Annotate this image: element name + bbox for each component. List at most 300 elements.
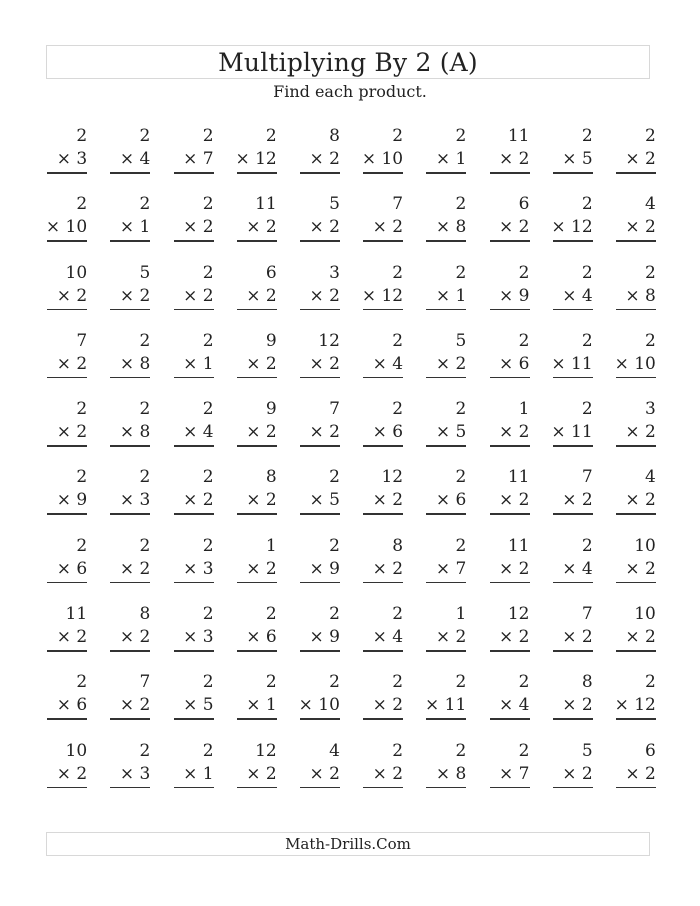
multiplier: × 2 xyxy=(56,763,88,784)
problem xyxy=(172,604,235,672)
multiplier: × 2 xyxy=(499,149,530,169)
answer-line xyxy=(616,513,656,515)
answer-line xyxy=(47,445,87,447)
answer-line xyxy=(237,309,277,311)
answer-line xyxy=(363,172,403,174)
multiplicand: 2 xyxy=(139,330,151,351)
multiplier: × 1 xyxy=(183,763,214,784)
multiplier: × 3 xyxy=(119,490,151,511)
multiplicand: 2 xyxy=(329,535,340,556)
multiplicand: 9 xyxy=(265,399,277,420)
multiplier: × 8 xyxy=(625,285,656,306)
multiplier: × 2 xyxy=(56,627,88,648)
problem xyxy=(236,741,299,809)
answer-line xyxy=(616,582,656,584)
problem xyxy=(236,536,299,604)
answer-line xyxy=(300,513,340,515)
multiplicand: 2 xyxy=(455,740,467,761)
answer-line xyxy=(174,650,214,652)
answer-line xyxy=(426,718,466,720)
answer-line xyxy=(363,445,403,447)
multiplier: × 2 xyxy=(625,217,656,238)
multiplier: × 2 xyxy=(372,490,404,511)
multiplicand: 2 xyxy=(581,535,593,556)
problem xyxy=(109,672,172,740)
multiplicand: 2 xyxy=(202,604,214,625)
multiplicand: 2 xyxy=(139,399,151,420)
problem xyxy=(109,741,172,809)
multiplicand: 2 xyxy=(392,126,404,146)
multiplicand: 3 xyxy=(329,262,340,283)
multiplicand: 1 xyxy=(518,399,530,420)
answer-line xyxy=(110,582,150,584)
problem xyxy=(552,331,615,399)
answer-line xyxy=(237,582,277,584)
problem xyxy=(425,194,488,262)
multiplicand: 1 xyxy=(265,535,277,556)
multiplicand: 7 xyxy=(392,194,404,215)
answer-line xyxy=(426,377,466,379)
multiplicand: 2 xyxy=(76,467,88,488)
multiplicand: 2 xyxy=(265,126,277,146)
multiplicand: 2 xyxy=(202,399,214,420)
problem xyxy=(299,672,362,740)
multiplier: × 2 xyxy=(562,627,593,648)
multiplicand: 11 xyxy=(507,535,530,556)
multiplier: × 8 xyxy=(119,422,151,443)
multiplier: × 2 xyxy=(625,627,656,648)
multiplicand: 2 xyxy=(645,262,656,283)
multiplier: × 2 xyxy=(625,422,656,443)
multiplicand: 6 xyxy=(265,262,277,283)
problem xyxy=(236,467,299,535)
multiplicand: 2 xyxy=(139,194,151,215)
problem xyxy=(172,194,235,262)
multiplicand: 2 xyxy=(581,194,593,215)
problem xyxy=(488,331,551,399)
multiplier: × 2 xyxy=(183,285,214,306)
problem xyxy=(488,194,551,262)
answer-line xyxy=(490,445,530,447)
multiplicand: 2 xyxy=(518,262,530,283)
problem xyxy=(109,194,172,262)
multiplier: × 2 xyxy=(499,422,530,443)
multiplier: × 2 xyxy=(372,763,404,784)
problem xyxy=(109,604,172,672)
answer-line xyxy=(490,650,530,652)
answer-line xyxy=(174,172,214,174)
answer-line xyxy=(110,513,150,515)
instructions: Find each product. xyxy=(273,82,427,101)
multiplicand: 2 xyxy=(392,672,404,693)
multiplier: × 4 xyxy=(372,627,404,648)
multiplicand: 5 xyxy=(329,194,340,215)
footer-box xyxy=(46,832,650,856)
multiplicand: 2 xyxy=(202,740,214,761)
multiplier: × 8 xyxy=(119,353,151,374)
multiplier: × 2 xyxy=(183,217,214,238)
multiplicand: 2 xyxy=(392,399,404,420)
answer-line xyxy=(616,172,656,174)
multiplicand: 10 xyxy=(65,262,88,283)
answer-line xyxy=(47,650,87,652)
problem xyxy=(109,263,172,331)
problem xyxy=(552,467,615,535)
problem xyxy=(425,672,488,740)
page-title: Multiplying By 2 (A) xyxy=(218,47,478,77)
answer-line xyxy=(426,240,466,242)
problem xyxy=(552,126,615,194)
multiplier: × 9 xyxy=(56,490,88,511)
problem xyxy=(488,467,551,535)
multiplicand: 2 xyxy=(392,262,404,283)
multiplier: × 2 xyxy=(246,285,277,306)
multiplier: × 2 xyxy=(119,285,151,306)
multiplicand: 2 xyxy=(455,399,467,420)
problem xyxy=(425,536,488,604)
problem xyxy=(46,126,109,194)
multiplicand: 10 xyxy=(634,535,656,556)
multiplicand: 7 xyxy=(76,330,88,351)
answer-line xyxy=(300,650,340,652)
multiplicand: 2 xyxy=(139,467,151,488)
problem xyxy=(488,536,551,604)
answer-line xyxy=(110,787,150,789)
multiplier: × 2 xyxy=(246,763,277,784)
problem xyxy=(552,194,615,262)
answer-line xyxy=(300,172,340,174)
multiplier: × 11 xyxy=(551,353,593,374)
multiplicand: 5 xyxy=(455,330,467,351)
answer-line xyxy=(47,172,87,174)
answer-line xyxy=(110,718,150,720)
multiplicand: 2 xyxy=(518,740,530,761)
multiplicand: 2 xyxy=(455,126,467,146)
answer-line xyxy=(426,309,466,311)
multiplier: × 4 xyxy=(183,422,214,443)
multiplier: × 9 xyxy=(499,285,530,306)
multiplicand: 2 xyxy=(455,467,467,488)
answer-line xyxy=(616,650,656,652)
multiplier: × 11 xyxy=(551,422,593,443)
problem xyxy=(488,126,551,194)
multiplier: × 6 xyxy=(56,558,88,579)
multiplier: × 2 xyxy=(309,422,340,443)
answer-line xyxy=(363,377,403,379)
answer-line xyxy=(300,309,340,311)
multiplicand: 2 xyxy=(265,672,277,693)
multiplier: × 2 xyxy=(562,490,593,511)
multiplicand: 11 xyxy=(65,604,88,625)
answer-line xyxy=(490,377,530,379)
problem-grid xyxy=(46,126,654,809)
problem xyxy=(615,536,678,604)
answer-line xyxy=(426,787,466,789)
multiplier: × 3 xyxy=(56,149,88,169)
problem xyxy=(552,263,615,331)
problem xyxy=(299,126,362,194)
answer-line xyxy=(553,240,593,242)
problem xyxy=(299,741,362,809)
problem xyxy=(615,263,678,331)
multiplier: × 2 xyxy=(246,353,277,374)
problem xyxy=(362,399,425,467)
multiplicand: 5 xyxy=(139,262,151,283)
answer-line xyxy=(363,513,403,515)
answer-line xyxy=(490,582,530,584)
multiplicand: 2 xyxy=(329,467,340,488)
multiplier: × 2 xyxy=(246,422,277,443)
answer-line xyxy=(174,445,214,447)
multiplier: × 12 xyxy=(361,285,404,306)
multiplicand: 7 xyxy=(581,604,593,625)
problem xyxy=(615,604,678,672)
multiplicand: 2 xyxy=(202,535,214,556)
problem xyxy=(172,263,235,331)
problem xyxy=(236,604,299,672)
multiplier: × 2 xyxy=(309,149,340,169)
multiplicand: 2 xyxy=(645,672,656,693)
answer-line xyxy=(300,787,340,789)
problem xyxy=(109,536,172,604)
multiplicand: 7 xyxy=(581,467,593,488)
problem xyxy=(46,331,109,399)
multiplicand: 4 xyxy=(329,740,340,761)
multiplier: × 7 xyxy=(183,149,214,169)
problem xyxy=(172,331,235,399)
multiplicand: 12 xyxy=(507,604,530,625)
multiplicand: 6 xyxy=(645,740,656,761)
answer-line xyxy=(426,650,466,652)
answer-line xyxy=(237,445,277,447)
problem xyxy=(236,194,299,262)
answer-line xyxy=(363,240,403,242)
multiplier: × 11 xyxy=(425,695,467,716)
problem xyxy=(46,263,109,331)
answer-line xyxy=(553,650,593,652)
multiplier: × 7 xyxy=(499,763,530,784)
multiplicand: 8 xyxy=(581,672,593,693)
multiplicand: 2 xyxy=(202,126,214,146)
answer-line xyxy=(47,309,87,311)
multiplicand: 2 xyxy=(329,672,340,693)
problem xyxy=(362,331,425,399)
multiplier: × 2 xyxy=(372,217,404,238)
problem xyxy=(46,604,109,672)
title-box xyxy=(46,45,650,79)
multiplicand: 8 xyxy=(265,467,277,488)
answer-line xyxy=(47,718,87,720)
problem xyxy=(46,741,109,809)
multiplicand: 2 xyxy=(202,262,214,283)
multiplier: × 9 xyxy=(309,558,340,579)
problem xyxy=(362,263,425,331)
multiplier: × 8 xyxy=(435,763,467,784)
multiplier: × 2 xyxy=(246,490,277,511)
multiplier: × 4 xyxy=(119,149,151,169)
problem xyxy=(425,263,488,331)
answer-line xyxy=(174,377,214,379)
multiplicand: 10 xyxy=(634,604,656,625)
problem xyxy=(236,331,299,399)
multiplicand: 2 xyxy=(455,194,467,215)
multiplier: × 2 xyxy=(309,217,340,238)
multiplier: × 2 xyxy=(625,558,656,579)
answer-line xyxy=(363,718,403,720)
multiplier: × 4 xyxy=(372,353,404,374)
multiplicand: 2 xyxy=(139,740,151,761)
multiplicand: 6 xyxy=(518,194,530,215)
multiplicand: 2 xyxy=(76,672,88,693)
multiplier: × 5 xyxy=(309,490,340,511)
problem xyxy=(425,126,488,194)
problem xyxy=(299,331,362,399)
problem xyxy=(362,741,425,809)
problem xyxy=(109,331,172,399)
multiplier: × 2 xyxy=(119,627,151,648)
multiplicand: 2 xyxy=(455,262,467,283)
multiplicand: 2 xyxy=(76,535,88,556)
problem xyxy=(299,399,362,467)
problem xyxy=(172,741,235,809)
problem xyxy=(46,399,109,467)
multiplicand: 2 xyxy=(139,535,151,556)
problem xyxy=(552,672,615,740)
problem xyxy=(362,467,425,535)
problem xyxy=(362,536,425,604)
multiplier: × 2 xyxy=(625,490,656,511)
multiplier: × 2 xyxy=(625,149,656,169)
problem xyxy=(488,263,551,331)
multiplier: × 2 xyxy=(625,763,656,784)
problem xyxy=(425,741,488,809)
multiplicand: 4 xyxy=(645,467,656,488)
multiplier: × 12 xyxy=(551,217,593,238)
problem xyxy=(172,467,235,535)
multiplicand: 2 xyxy=(581,126,593,146)
problem xyxy=(299,194,362,262)
problem xyxy=(172,399,235,467)
multiplicand: 2 xyxy=(581,399,593,420)
answer-line xyxy=(300,240,340,242)
multiplicand: 2 xyxy=(139,126,151,146)
problem xyxy=(362,194,425,262)
problem xyxy=(615,331,678,399)
problem xyxy=(46,194,109,262)
problem xyxy=(425,331,488,399)
multiplicand: 2 xyxy=(455,535,467,556)
answer-line xyxy=(553,582,593,584)
answer-line xyxy=(616,787,656,789)
multiplier: × 2 xyxy=(499,627,530,648)
problem xyxy=(615,399,678,467)
multiplicand: 7 xyxy=(139,672,151,693)
problem xyxy=(362,604,425,672)
multiplicand: 2 xyxy=(455,672,467,693)
answer-line xyxy=(363,309,403,311)
answer-line xyxy=(237,650,277,652)
multiplier: × 6 xyxy=(246,627,277,648)
multiplier: × 2 xyxy=(562,695,593,716)
answer-line xyxy=(110,650,150,652)
multiplicand: 2 xyxy=(329,604,340,625)
answer-line xyxy=(553,445,593,447)
problem xyxy=(172,536,235,604)
multiplicand: 12 xyxy=(318,330,340,351)
multiplicand: 7 xyxy=(329,399,340,420)
multiplicand: 2 xyxy=(518,330,530,351)
multiplicand: 8 xyxy=(139,604,151,625)
multiplier: × 6 xyxy=(56,695,88,716)
answer-line xyxy=(300,582,340,584)
multiplicand: 2 xyxy=(392,740,404,761)
problem xyxy=(425,399,488,467)
problem xyxy=(236,126,299,194)
multiplicand: 2 xyxy=(392,604,404,625)
multiplier: × 4 xyxy=(499,695,530,716)
problem xyxy=(46,536,109,604)
problem xyxy=(109,126,172,194)
answer-line xyxy=(426,582,466,584)
answer-line xyxy=(553,787,593,789)
answer-line xyxy=(47,787,87,789)
problem xyxy=(362,672,425,740)
multiplicand: 2 xyxy=(645,126,656,146)
problem xyxy=(46,672,109,740)
answer-line xyxy=(490,718,530,720)
multiplier: × 1 xyxy=(246,695,277,716)
problem xyxy=(615,741,678,809)
problem xyxy=(172,672,235,740)
multiplicand: 2 xyxy=(265,604,277,625)
multiplier: × 2 xyxy=(246,558,277,579)
answer-line xyxy=(237,172,277,174)
multiplicand: 11 xyxy=(255,194,277,215)
answer-line xyxy=(490,787,530,789)
answer-line xyxy=(490,240,530,242)
multiplicand: 3 xyxy=(645,399,656,420)
answer-line xyxy=(616,718,656,720)
multiplier: × 2 xyxy=(372,695,404,716)
multiplicand: 2 xyxy=(76,194,88,215)
answer-line xyxy=(553,718,593,720)
answer-line xyxy=(363,650,403,652)
answer-line xyxy=(426,445,466,447)
problem xyxy=(488,604,551,672)
multiplicand: 11 xyxy=(507,467,530,488)
multiplicand: 2 xyxy=(645,330,656,351)
problem xyxy=(425,467,488,535)
answer-line xyxy=(300,718,340,720)
multiplicand: 5 xyxy=(581,740,593,761)
answer-line xyxy=(616,377,656,379)
answer-line xyxy=(174,513,214,515)
multiplier: × 10 xyxy=(298,695,340,716)
multiplicand: 11 xyxy=(507,126,530,146)
multiplier: × 2 xyxy=(499,490,530,511)
multiplier: × 6 xyxy=(372,422,404,443)
problem xyxy=(109,467,172,535)
multiplicand: 2 xyxy=(581,262,593,283)
problem xyxy=(362,126,425,194)
multiplicand: 2 xyxy=(518,672,530,693)
multiplicand: 1 xyxy=(455,604,467,625)
multiplier: × 2 xyxy=(499,558,530,579)
problem xyxy=(236,672,299,740)
multiplier: × 1 xyxy=(435,149,467,169)
multiplier: × 2 xyxy=(56,285,88,306)
problem xyxy=(552,604,615,672)
